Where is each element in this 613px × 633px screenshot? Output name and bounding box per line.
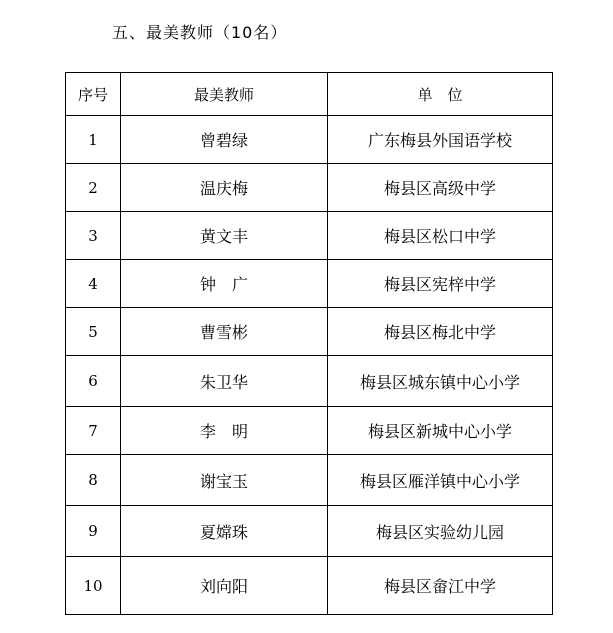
table-row xyxy=(66,260,553,308)
row-unit: 梅县区梅北中学 xyxy=(328,308,553,356)
section-title: 五、最美教师（10名） xyxy=(112,23,288,42)
table-row xyxy=(66,308,553,356)
row-teacher-name: 谢宝玉 xyxy=(121,455,328,506)
row-unit: 梅县区高级中学 xyxy=(328,164,553,212)
row-index: 7 xyxy=(66,407,121,455)
row-teacher-name: 曾碧绿 xyxy=(121,116,328,164)
row-index: 3 xyxy=(66,212,121,260)
row-index: 8 xyxy=(66,455,121,506)
row-unit: 梅县区宪梓中学 xyxy=(328,260,553,308)
header-teacher: 最美教师 xyxy=(121,73,328,116)
row-unit: 梅县区新城中心小学 xyxy=(328,407,553,455)
row-index: 6 xyxy=(66,356,121,407)
row-teacher-name: 温庆梅 xyxy=(121,164,328,212)
row-index: 9 xyxy=(66,506,121,557)
row-unit: 广东梅县外国语学校 xyxy=(328,116,553,164)
row-teacher-name: 李 明 xyxy=(121,407,328,455)
table-row xyxy=(66,116,553,164)
row-teacher-name: 刘向阳 xyxy=(121,557,328,615)
row-unit: 梅县区实验幼儿园 xyxy=(328,506,553,557)
table-row xyxy=(66,164,553,212)
table-row xyxy=(66,455,553,506)
table-row xyxy=(66,212,553,260)
header-index: 序号 xyxy=(66,73,121,116)
table-row xyxy=(66,506,553,557)
row-unit: 梅县区城东镇中心小学 xyxy=(328,356,553,407)
row-index: 1 xyxy=(66,116,121,164)
row-unit: 梅县区松口中学 xyxy=(328,212,553,260)
row-teacher-name: 夏嫦珠 xyxy=(121,506,328,557)
header-unit: 单 位 xyxy=(328,73,553,116)
row-unit: 梅县区雁洋镇中心小学 xyxy=(328,455,553,506)
row-index: 5 xyxy=(66,308,121,356)
table-row xyxy=(66,407,553,455)
teachers-table xyxy=(65,72,553,615)
row-index: 2 xyxy=(66,164,121,212)
row-index: 4 xyxy=(66,260,121,308)
row-teacher-name: 黄文丰 xyxy=(121,212,328,260)
row-teacher-name: 朱卫华 xyxy=(121,356,328,407)
row-unit: 梅县区畲江中学 xyxy=(328,557,553,615)
table-row xyxy=(66,557,553,615)
row-teacher-name: 钟 广 xyxy=(121,260,328,308)
row-teacher-name: 曹雪彬 xyxy=(121,308,328,356)
row-index: 10 xyxy=(66,557,121,615)
table-header-row xyxy=(66,73,553,116)
table-row xyxy=(66,356,553,407)
